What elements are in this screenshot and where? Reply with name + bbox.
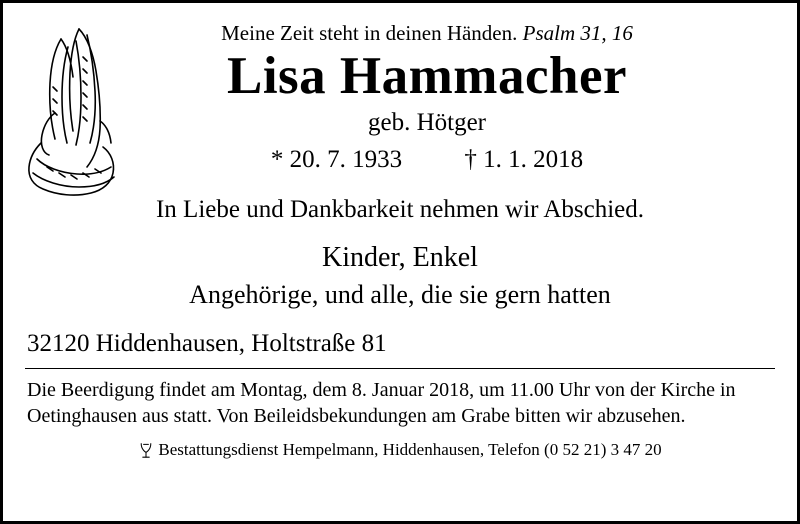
birth-date: * 20. 7. 1933 — [270, 146, 403, 174]
mourning-line-3: Angehörige, und alle, die sie gern hatten — [189, 279, 611, 309]
verse-line — [25, 21, 775, 45]
maiden-name: geb. Hötger — [367, 108, 487, 136]
verse-reference: Psalm 31, 16 — [522, 21, 633, 45]
footer-text: Bestattungsdienst Hempelmann, Hiddenhausen, Telefon (0 52 21) 3 47 20 — [158, 439, 662, 459]
mourning-line-2: Kinder, Enkel — [322, 241, 478, 273]
address-line: 32120 Hiddenhausen, Holtstraße 81 — [27, 329, 387, 357]
divider — [25, 368, 775, 369]
verse-text: Meine Zeit steht in deinen Händen. — [221, 21, 518, 45]
mourning-line-1: In Liebe und Dankbarkeit nehmen wir Abschied. — [155, 195, 645, 223]
death-date: † 1. 1. 2018 — [464, 146, 584, 174]
funeral-details: Die Beerdigung findet am Montag, dem 8. Januar 2018, um 11.00 Uhr von der Kirche in Oetinghausen aus statt. Von Beileidsbekundungen am Grabe bitten wir abzusehen. — [27, 378, 736, 428]
funeral-home-logo-icon — [138, 441, 154, 459]
praying-hands-icon — [17, 17, 137, 207]
deceased-name: Lisa Hammacher — [226, 47, 628, 106]
life-dates — [25, 146, 775, 174]
footer — [25, 440, 775, 460]
